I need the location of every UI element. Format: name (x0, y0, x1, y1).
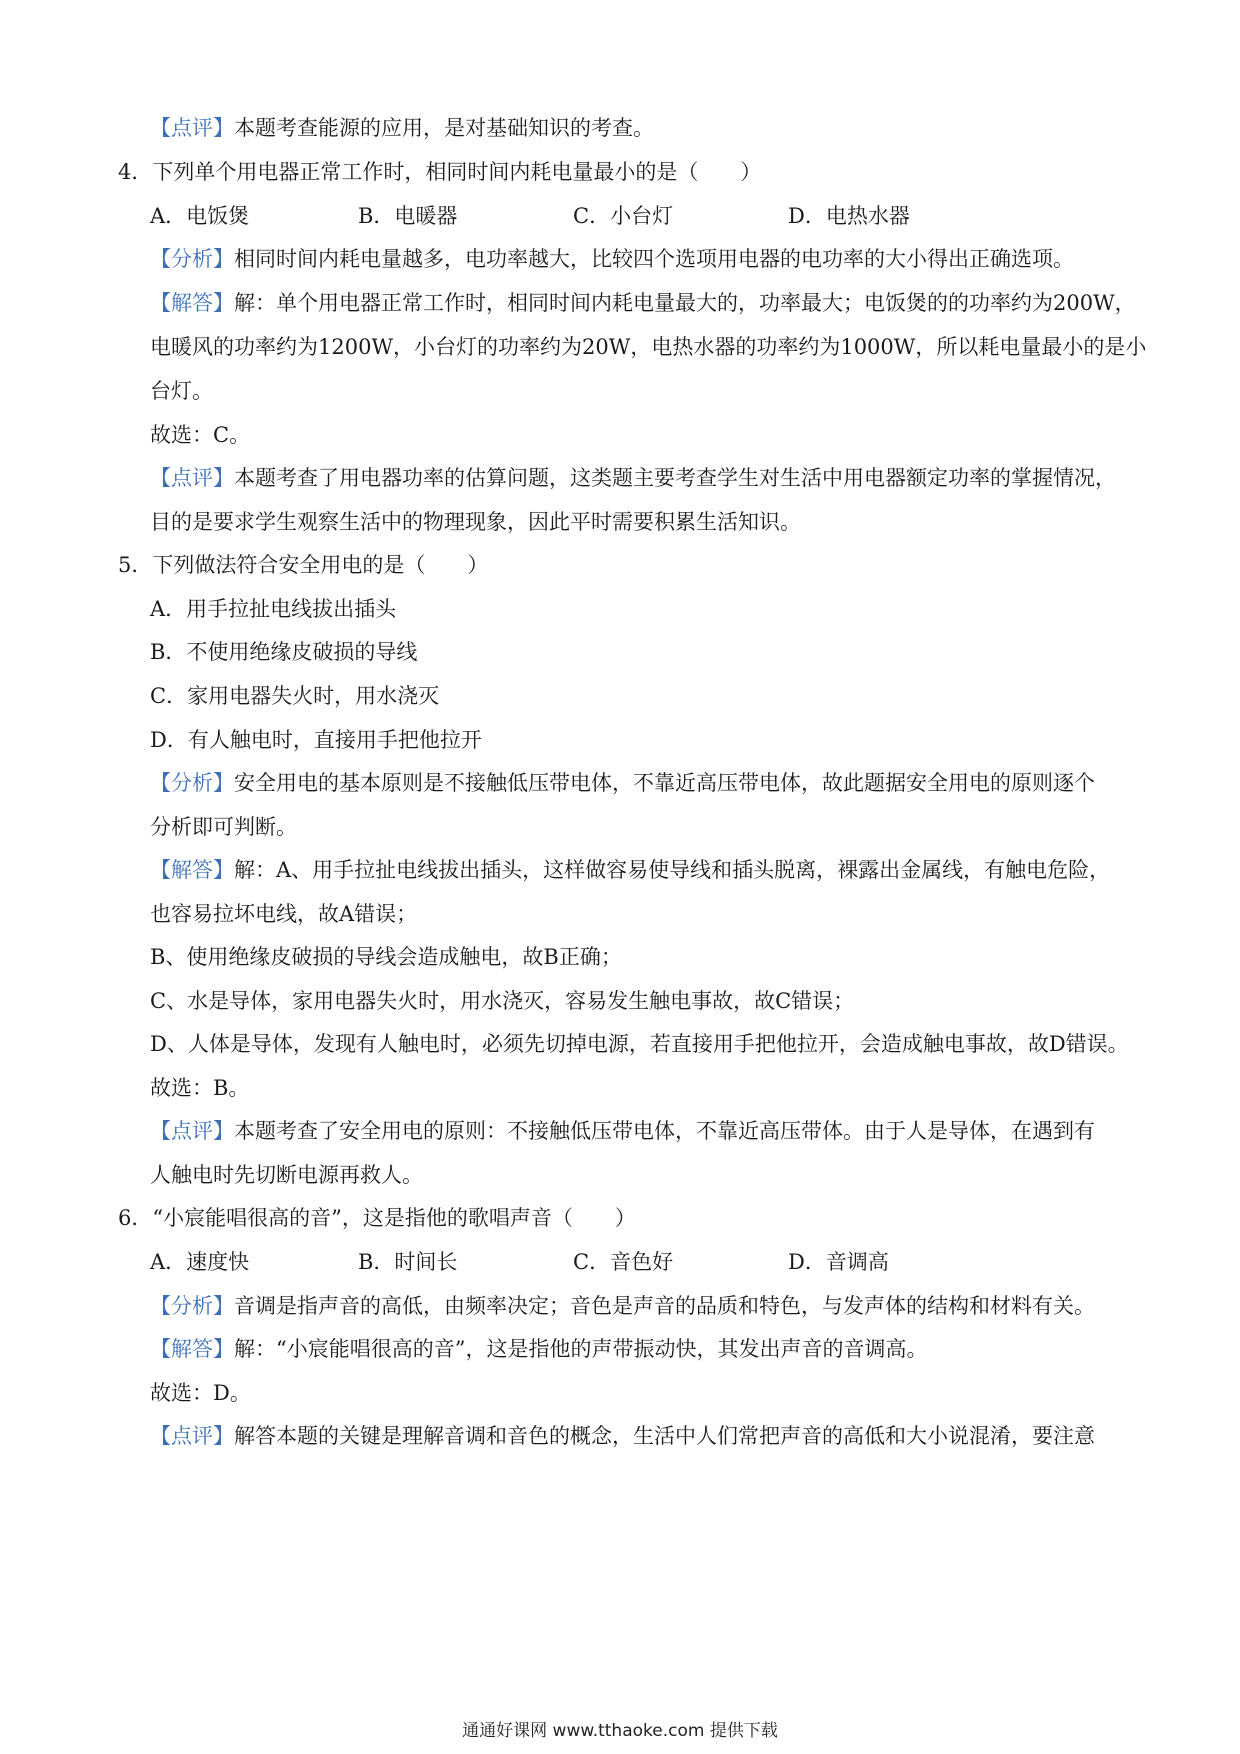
comment-line: 目的是要求学生观察生活中的物理现象，因此平时需要积累生活知识。 (150, 510, 801, 534)
analysis-tag: 【分析】 (150, 1294, 234, 1318)
answer-line: D、人体是导体，发现有人触电时，必须先切掉电源，若直接用手把他拉开，会造成触电事故，故D错误。 (150, 1032, 1129, 1056)
question-6-stem: 6．“小宸能唱很高的音”，这是指他的歌唱声音（ ） (118, 1206, 636, 1230)
option-c: C．小台灯 (573, 204, 674, 228)
answer-line: 【解答】解：“小宸能唱很高的音”，这是指他的声带振动快，其发出声音的音调高。 (150, 1337, 928, 1361)
answer-line: 电暖风的功率约为1200W，小台灯的功率约为20W，电热水器的功率约为1000W，所以耗电量最小的是小 (150, 335, 1147, 359)
answer-line: B、使用绝缘皮破损的导线会造成触电，故B正确； (150, 945, 622, 969)
option-a: A．用手拉扯电线拔出插头 (150, 597, 397, 621)
option-b: B．电暖器 (358, 204, 458, 228)
answer-choice: 故选：C。 (150, 423, 251, 447)
analysis-tag: 【分析】 (150, 247, 234, 271)
option-d: D．有人触电时，直接用手把他拉开 (150, 728, 482, 752)
footer-text: 通通好课网 www.tthaoke.com 提供下载 (462, 1721, 778, 1741)
answer-line: 台灯。 (150, 379, 213, 403)
option-b: B．时间长 (358, 1250, 458, 1274)
answer-choice: 故选：B。 (150, 1076, 250, 1100)
comment-tag: 【点评】 (150, 116, 234, 140)
comment-line: 【点评】本题考查能源的应用，是对基础知识的考查。 (150, 116, 654, 140)
answer-tag: 【解答】 (150, 858, 234, 882)
option-c: C．音色好 (573, 1250, 674, 1274)
option-d: D．电热水器 (788, 204, 910, 228)
analysis-line: 分析即可判断。 (150, 815, 297, 839)
option-a: A．速度快 (150, 1250, 250, 1274)
comment-tag: 【点评】 (150, 466, 234, 490)
analysis-line: 【分析】音调是指声音的高低，由频率决定；音色是声音的品质和特色，与发声体的结构和材料有关。 (150, 1294, 1095, 1318)
comment-line: 【点评】解答本题的关键是理解音调和音色的概念，生活中人们常把声音的高低和大小说混淆，要注意 (150, 1424, 1095, 1448)
comment-line: 【点评】本题考查了用电器功率的估算问题，这类题主要考查学生对生活中用电器额定功率的掌握情况， (150, 466, 1116, 490)
analysis-line: 【分析】安全用电的基本原则是不接触低压带电体，不靠近高压带电体，故此题据安全用电的原则逐个 (150, 771, 1095, 795)
answer-tag: 【解答】 (150, 1337, 234, 1361)
analysis-tag: 【分析】 (150, 771, 234, 795)
answer-line: 【解答】解：A、用手拉扯电线拔出插头，这样做容易使导线和插头脱离，裸露出金属线，有触电危险， (150, 858, 1111, 882)
answer-line: C、水是导体，家用电器失火时，用水浇灭，容易发生触电事故，故C错误； (150, 989, 855, 1013)
answer-choice: 故选：D。 (150, 1381, 251, 1405)
answer-line: 【解答】解：单个用电器正常工作时，相同时间内耗电量最大的，功率最大；电饭煲的的功率约为200W， (150, 291, 1136, 315)
comment-line: 人触电时先切断电源再救人。 (150, 1163, 423, 1187)
option-b: B．不使用绝缘皮破损的导线 (150, 640, 418, 664)
comment-tag: 【点评】 (150, 1119, 234, 1143)
question-4-stem: 4．下列单个用电器正常工作时，相同时间内耗电量最小的是（ ） (118, 160, 762, 184)
option-c: C．家用电器失火时，用水浇灭 (150, 684, 440, 708)
comment-tag: 【点评】 (150, 1424, 234, 1448)
option-a: A．电饭煲 (150, 204, 250, 228)
question-5-stem: 5．下列做法符合安全用电的是（ ） (118, 553, 489, 577)
answer-tag: 【解答】 (150, 291, 234, 315)
comment-line: 【点评】本题考查了安全用电的原则：不接触低压带电体，不靠近高压带体。由于人是导体，在遇到有 (150, 1119, 1095, 1143)
answer-line: 也容易拉坏电线，故A错误； (150, 902, 418, 926)
option-d: D．音调高 (788, 1250, 889, 1274)
analysis-line: 【分析】相同时间内耗电量越多，电功率越大，比较四个选项用电器的电功率的大小得出正确选项。 (150, 247, 1074, 271)
